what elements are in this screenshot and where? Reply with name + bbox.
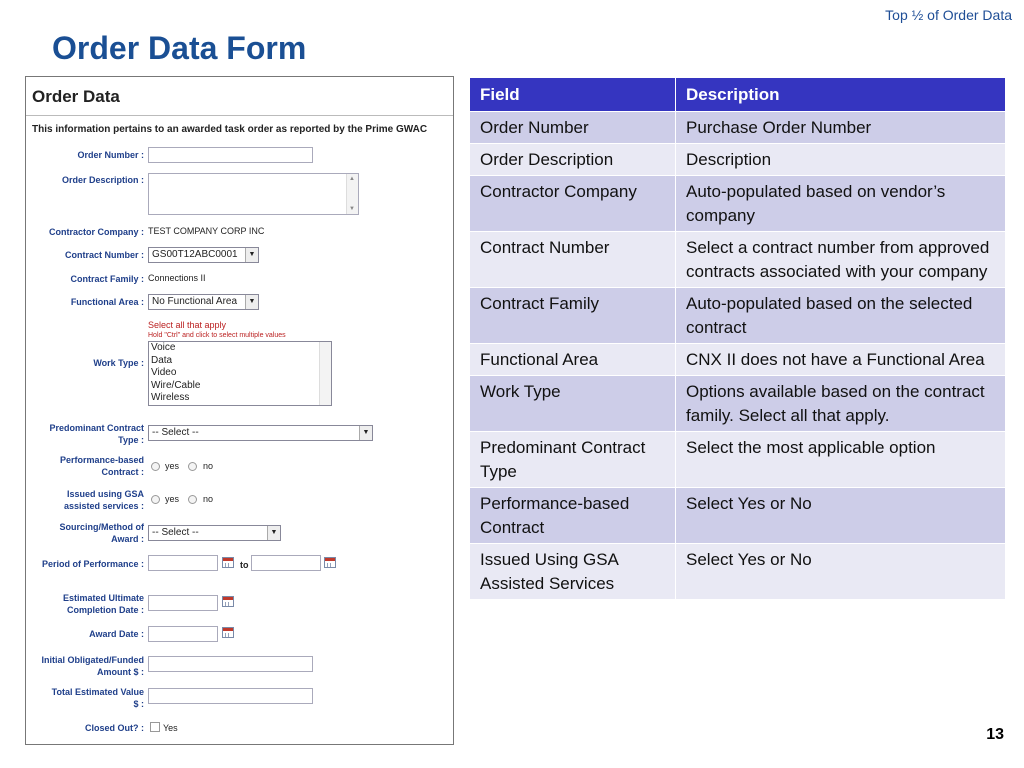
description-cell: CNX II does not have a Functional Area: [676, 344, 1006, 376]
calendar-icon[interactable]: [324, 557, 336, 568]
description-cell: Select Yes or No: [676, 544, 1006, 600]
field-cell: Issued Using GSA Assisted Services: [470, 544, 676, 600]
chevron-down-icon[interactable]: ▼: [245, 295, 258, 309]
sourcing-selected: -- Select --: [152, 527, 199, 538]
work-type-label: Work Type :: [93, 358, 144, 368]
table-row: [470, 376, 1006, 432]
predominant-contract-type-select[interactable]: [148, 425, 373, 441]
closed-out-checkbox[interactable]: [150, 722, 160, 732]
description-cell: Select the most applicable option: [676, 432, 1006, 488]
initial-obligated-label: [26, 654, 144, 678]
functional-area-selected: No Functional Area: [152, 296, 238, 307]
field-cell: Work Type: [470, 376, 676, 432]
work-type-option[interactable]: Voice: [151, 342, 176, 353]
calendar-icon[interactable]: [222, 596, 234, 607]
predominant-contract-type-label: [26, 422, 144, 446]
completion-date-input[interactable]: [148, 595, 218, 611]
gsa-yes-radio[interactable]: [151, 495, 160, 504]
label-line: Total Estimated Value: [51, 687, 144, 697]
table-row: [470, 488, 1006, 544]
contractor-company-label: Contractor Company :: [48, 227, 144, 237]
label-line: Amount $ :: [97, 667, 144, 677]
functional-area-select[interactable]: [148, 294, 259, 310]
completion-date-label: [26, 592, 144, 616]
work-type-option[interactable]: Video: [151, 367, 177, 378]
field-cell: Performance-based Contract: [470, 488, 676, 544]
contract-family-label: Contract Family :: [70, 274, 144, 284]
closed-out-yes-label: Yes: [163, 723, 178, 733]
chevron-down-icon[interactable]: ▼: [267, 526, 280, 540]
label-line: Completion Date :: [66, 605, 144, 615]
form-info-text: This information pertains to an awarded task order as reported by the Prime GWAC: [32, 124, 428, 135]
label-line: Sourcing/Method of: [59, 522, 144, 532]
label-line: Performance-based: [59, 455, 144, 465]
label-line: Contract :: [101, 467, 144, 477]
work-type-hint: Select all that apply: [148, 320, 227, 330]
initial-obligated-input[interactable]: [148, 656, 313, 672]
order-data-form-panel: [25, 76, 454, 745]
table-row: [470, 176, 1006, 232]
label-line: $ :: [133, 699, 144, 709]
period-to-label: to: [240, 560, 249, 570]
table-body: [470, 112, 1006, 600]
field-description-table: [469, 77, 1006, 600]
field-cell: Predominant Contract Type: [470, 432, 676, 488]
textarea-scrollbar[interactable]: [346, 174, 358, 214]
order-description-label: Order Description :: [61, 175, 144, 185]
gsa-no-radio[interactable]: [188, 495, 197, 504]
period-end-input[interactable]: [251, 555, 321, 571]
description-cell: Description: [676, 144, 1006, 176]
description-cell: Select Yes or No: [676, 488, 1006, 544]
field-cell: Functional Area: [470, 344, 676, 376]
order-number-input[interactable]: [148, 147, 313, 163]
chevron-down-icon[interactable]: ▼: [245, 248, 258, 262]
order-number-label: Order Number :: [77, 150, 144, 160]
calendar-icon[interactable]: [222, 627, 234, 638]
calendar-icon[interactable]: [222, 557, 234, 568]
label-line: assisted services :: [63, 501, 144, 511]
label-line: Predominant Contract: [49, 423, 144, 433]
contract-number-label: Contract Number :: [64, 250, 144, 260]
table-header-row: [470, 78, 1006, 112]
period-start-input[interactable]: [148, 555, 218, 571]
table-row: [470, 288, 1006, 344]
award-date-label: Award Date :: [89, 629, 144, 639]
work-type-option[interactable]: Wire/Cable: [151, 379, 201, 391]
form-header: [26, 77, 453, 116]
work-type-hint-ctrl: Hold "Ctrl" and click to select multiple values: [148, 332, 286, 339]
total-estimated-value-label: [26, 686, 144, 710]
page-title: Order Data Form: [52, 30, 307, 66]
table-row: [470, 432, 1006, 488]
field-cell: Order Description: [470, 144, 676, 176]
award-date-input[interactable]: [148, 626, 218, 642]
gsa-yes-label: yes: [165, 494, 180, 504]
sourcing-method-label: [26, 521, 144, 545]
gsa-assisted-label: [26, 488, 144, 512]
field-cell: Order Number: [470, 112, 676, 144]
functional-area-label: Functional Area :: [70, 297, 144, 307]
label-line: Award :: [111, 534, 144, 544]
label-line: Initial Obligated/Funded: [41, 655, 144, 665]
performance-based-label: [26, 454, 144, 478]
chevron-down-icon[interactable]: ▼: [359, 426, 372, 440]
work-type-option[interactable]: Data: [151, 354, 173, 366]
form-heading: Order Data: [32, 87, 120, 106]
label-line: Issued using GSA: [66, 489, 144, 499]
performance-no-label: no: [203, 461, 214, 471]
field-cell: Contract Number: [470, 232, 676, 288]
table-row: [470, 232, 1006, 288]
contract-number-select[interactable]: [148, 247, 259, 263]
label-line: Type :: [118, 435, 144, 445]
period-of-performance-label: Period of Performance :: [41, 559, 144, 569]
performance-yes-label: yes: [165, 461, 180, 471]
total-estimated-value-input[interactable]: [148, 688, 313, 704]
performance-no-radio[interactable]: [188, 462, 197, 471]
performance-yes-radio[interactable]: [151, 462, 160, 471]
column-header-description: Description: [676, 78, 1006, 112]
page-number: 13: [986, 726, 1004, 743]
order-description-textarea[interactable]: [148, 173, 359, 215]
description-cell: Options available based on the contract family. Select all that apply.: [676, 376, 1006, 432]
field-cell: Contract Family: [470, 288, 676, 344]
contract-number-selected: GS00T12ABC0001: [152, 249, 238, 260]
table-row: [470, 144, 1006, 176]
table-row: [470, 344, 1006, 376]
column-header-field: Field: [470, 78, 676, 112]
description-cell: Auto-populated based on vendor’s company: [676, 176, 1006, 232]
field-cell: Contractor Company: [470, 176, 676, 232]
contract-family-value: Connections II: [148, 273, 206, 283]
work-type-options: [149, 342, 331, 405]
sourcing-method-select[interactable]: [148, 525, 281, 541]
listbox-scrollbar[interactable]: [319, 342, 331, 405]
description-cell: Auto-populated based on the selected contract: [676, 288, 1006, 344]
description-cell: Select a contract number from approved contracts associated with your company: [676, 232, 1006, 288]
description-cell: Purchase Order Number: [676, 112, 1006, 144]
predominant-selected: -- Select --: [152, 427, 199, 438]
table-row: [470, 544, 1006, 600]
corner-note: Top ½ of Order Data: [885, 7, 1012, 23]
contractor-company-value: TEST COMPANY CORP INC: [148, 226, 265, 236]
gsa-no-label: no: [203, 494, 214, 504]
table-row: [470, 112, 1006, 144]
closed-out-label: Closed Out? :: [85, 723, 144, 733]
work-type-listbox[interactable]: [148, 341, 332, 406]
label-line: Estimated Ultimate: [62, 593, 144, 603]
work-type-option[interactable]: Wireless: [151, 392, 190, 403]
